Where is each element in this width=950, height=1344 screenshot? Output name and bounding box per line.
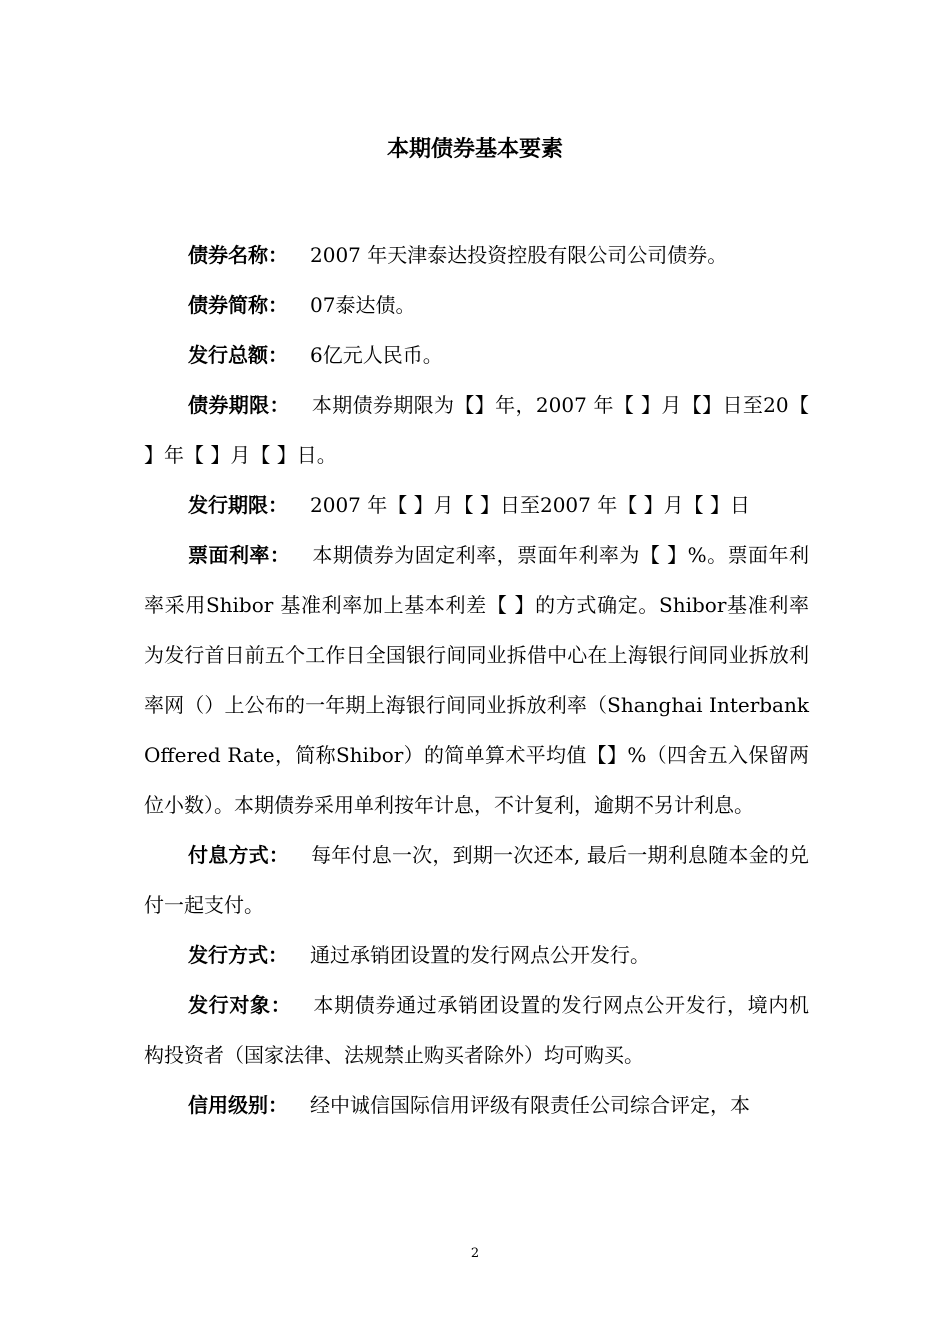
item-text: 通过承销团设置的发行网点公开发行。 (310, 943, 650, 967)
item-text: 2007 年天津泰达投资控股有限公司公司债券。 (310, 243, 728, 267)
item-text: 经中诚信国际信用评级有限责任公司综合评定，本 (310, 1093, 750, 1117)
item-text: 本期债券期限为【】年，2007 年【 】月【】日至20【 】年【 】月【 】日。 (144, 393, 810, 467)
item-label: 债券期限： (188, 393, 290, 417)
item-credit-rating (144, 1080, 809, 1130)
item-interest-payment (144, 830, 809, 930)
item-label: 票面利率： (188, 543, 291, 567)
item-text: 2007 年【 】月【 】日至2007 年【 】月【 】日 (310, 493, 750, 517)
item-label: 发行总额： (188, 343, 288, 367)
item-text: 6亿元人民币。 (310, 343, 443, 367)
item-text: 每年付息一次，到期一次还本, 最后一期利息随本金的兑付一起支付。 (144, 843, 810, 917)
item-label: 信用级别： (188, 1093, 288, 1117)
item-issue-method (144, 930, 809, 980)
item-label: 付息方式： (188, 843, 290, 867)
document-title: 本期债券基本要素 (386, 137, 563, 162)
item-label: 债券名称： (188, 243, 288, 267)
item-text: 07泰达债。 (310, 293, 416, 317)
item-label: 债券简称： (188, 293, 288, 317)
item-label: 发行方式： (188, 943, 288, 967)
item-issue-amount (144, 330, 809, 380)
item-bond-term (144, 380, 809, 480)
item-text: 本期债券通过承销团设置的发行网点公开发行，境内机构投资者（国家法律、法规禁止购买者除外）均可购买。 (144, 993, 810, 1067)
item-label: 发行对象： (188, 993, 292, 1017)
item-label: 发行期限： (188, 493, 288, 517)
item-coupon-rate (144, 530, 809, 830)
item-issue-target (144, 980, 809, 1080)
item-bond-name (144, 230, 809, 280)
item-bond-short-name (144, 280, 809, 330)
item-text: 本期债券为固定利率，票面年利率为【 】%。票面年利率采用Shibor 基准利率加上基本利差【 】的方式确定。Shibor基准利率为发行首日前五个工作日全国银行间同业拆借中心在上海银行间同业拆放利率网（）上公布的一年期上海银行间同业拆放利率（Shanghai Interbank Offered Rate，简称Shibor）的简单算术平均值【】%（四舍五入保留两位小数）。本期债券采用单利按年计息，不计复利，逾期不另计利息。 (144, 543, 809, 817)
document-body (144, 230, 809, 1130)
page-number: 2 (470, 1246, 480, 1261)
item-issue-period (144, 480, 809, 530)
